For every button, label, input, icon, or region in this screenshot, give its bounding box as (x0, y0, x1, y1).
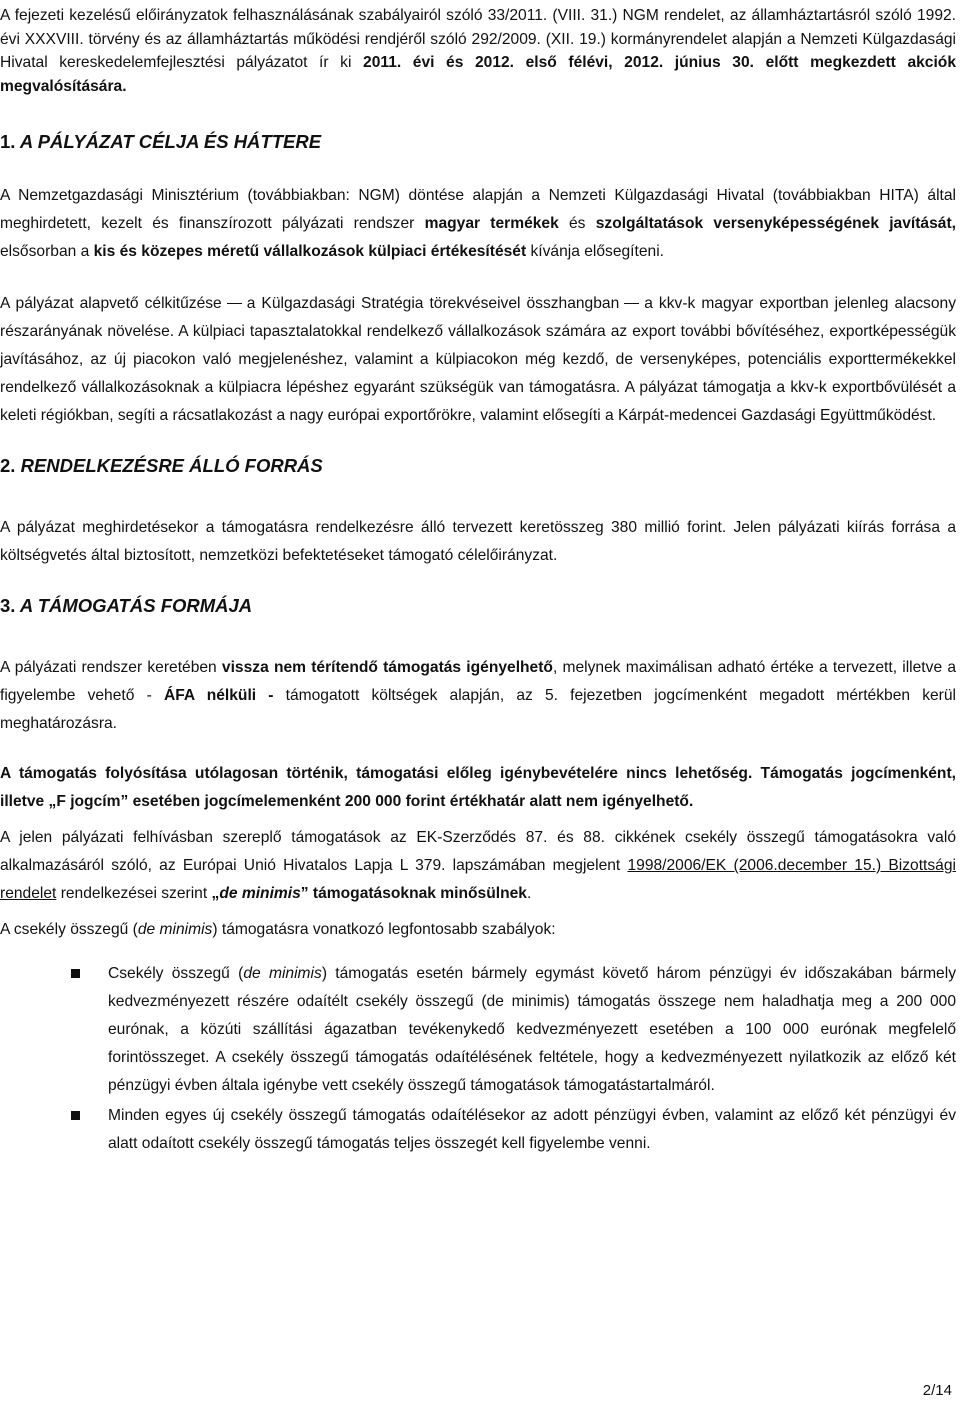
section-1-title: A PÁLYÁZAT CÉLJA ÉS HÁTTERE (19, 131, 322, 152)
intro-text: A fejezeti kezelésű előirányzatok felhasználásának szabályairól szóló 33/2011. (VIII. 31.) NGM rendelet, az államháztartásról szóló 1992. évi XXXVIII. törvény és az államháztartás működési rendjéről szóló 292/2009. (XII. 19.) kormányrendelet alapján a Nemzeti Külgazdasági Hivatal kereskedelemfejlesztési pályázatot ír ki (0, 7, 956, 71)
section-3-paragraph-4 (0, 916, 956, 944)
bold-run: kis és közepes méretű vállalkozások külpiaci értékesítését (93, 243, 527, 260)
square-bullet-icon (71, 1111, 80, 1120)
text-run: Csekély összegű ( (108, 965, 244, 982)
section-3-heading (0, 592, 956, 620)
italic-run: de minimis (243, 965, 322, 982)
section-3-paragraph-3 (0, 824, 956, 908)
dash-mark (227, 303, 242, 304)
text-run: A Nemzetgazdasági Minisztérium (továbbiakban: NGM) döntése alapján a Nemzeti Külgazdasági Hivatal (továbbiakban HITA) által meghirdetett, kezelt és finanszírozott pályázati rendszer (0, 187, 956, 232)
italic-run: de minimis (137, 921, 213, 938)
section-1-paragraph-1 (0, 182, 956, 266)
dash-mark (624, 303, 639, 304)
intro-paragraph (0, 4, 956, 98)
text-run: elsősorban a (0, 243, 94, 260)
rules-list (0, 960, 956, 1158)
text-run: A csekély összegű ( (0, 921, 138, 938)
text-run: A pályázat alapvető célkitűzése (0, 295, 222, 312)
section-2-paragraph-1: A pályázat meghirdetésekor a támogatásra rendelkezésre álló tervezett keretösszeg 380 millió forint. Jelen pályázati kiírás forrása a költségvetés által biztosított, nemzetközi befektetéseket támogató célelőirányzat. (0, 519, 956, 564)
bold-run: szolgáltatások versenyképességének javítását, (595, 215, 956, 232)
text-run: kívánja elősegíteni. (526, 243, 664, 260)
text-run: a Külgazdasági Stratégia törekvéseivel összhangban (246, 295, 620, 312)
bold-run: vissza nem térítendő támogatás igényelhető (221, 659, 553, 676)
bold-run: „ (211, 885, 220, 902)
text-run: Minden egyes új csekély összegű támogatás odaítélésekor az adott pénzügyi évben, valamint az előző két pénzügyi év alatt odaított csekély összegű támogatás teljes összegét kell figyelembe venni. (108, 1107, 956, 1152)
section-3-title: A TÁMOGATÁS FORMÁJA (19, 595, 253, 616)
intro-bold-text: 2011. évi és 2012. első félévi, 2012. június 30. előtt megkezdett akciók megvalósítására. (0, 54, 956, 95)
text-run: A jelen pályázati felhívásban szereplő támogatások az EK-Szerződés 87. és 88. cikkének csekély összegű támogatásokra való alkalmazásáról szóló, az Európai Unió Hivatalos Lapja L 379. lapszámában megjelent (0, 829, 956, 874)
list-item (0, 1102, 956, 1158)
section-2-number: 2. (0, 455, 16, 476)
section-3-number: 3. (0, 595, 16, 616)
text-run: . (526, 885, 532, 902)
document-body (0, 128, 956, 1160)
text-run: ) támogatás esetén bármely egymást követő három pénzügyi év időszakában bármely kedvezményezett részére odaítélt csekély összegű (de minimis) támogatás összege nem haladhatja meg a 200 000 eurónak, a közúti szállítási ágazatban tevékenykedő kedvezményezett esetében a 100 000 eurónak megfelelő forintösszeget. A csekély összegű támogatás odaítélésének feltétele, hogy a kedvezményezett nyilatkozik az előző két pénzügyi évben általa igénybe vett csekély összegű támogatások támogatástartalmáról. (108, 965, 956, 1094)
text-run: ) támogatásra vonatkozó legfontosabb szabályok: (212, 921, 556, 938)
text-run: A pályázati rendszer keretében (0, 659, 222, 676)
section-1-heading (0, 128, 956, 156)
text-run: , melynek maximálisan adható értéke a tervezett, illetve a figyelembe vehető - (0, 659, 956, 704)
text-run: és (558, 215, 596, 232)
bold-run: ” támogatásoknak minősülnek (300, 885, 527, 902)
bold-run: A támogatás folyósítása utólagosan történik, támogatási előleg igénybevételére nincs lehetőség. Támogatás jogcímenként, illetve „F jogcím” esetében jogcímelemenként 200 000 forint értékhatár alatt nem igényelhető. (0, 765, 956, 810)
bold-run: magyar termékek (424, 215, 559, 232)
section-1-paragraph-2 (0, 290, 956, 430)
list-item (0, 960, 956, 1100)
text-run: a kkv-k magyar exportban jelenleg alacsony részarányának növelése. A külpiaci tapasztalatokkal rendelkező vállalkozások számára az export további bővítéséhez, exportképességük javításához, az új piacokon való megjelenéshez, valamint a külpiacokon még kezdő, de versenyképes, potenciális exporttermékekkel rendelkező vállalkozásoknak a külpiacra lépéshez egyaránt szükségük van támogatásra. A pályázat támogatja a kkv-k exportbővülését a keleti régiókban, segíti a rácsatlakozást a nagy európai exportőrökre, valamint elősegíti a Kárpát-medencei Gazdasági Együttműködést. (0, 295, 956, 424)
section-2-heading (0, 452, 956, 480)
section-3-paragraph-2 (0, 760, 956, 816)
text-run: támogatott költségek alapján, az 5. fejezetben jogcímenként megadott mértékben kerül meghatározásra. (0, 687, 957, 732)
text-run: rendelkezései szerint (56, 885, 212, 902)
bold-italic-run: de minimis (219, 885, 301, 902)
page-number: 2/14 (922, 1382, 952, 1399)
underlined-run: 1998/2006/EK (2006.december 15.) Bizottsági rendelet (0, 857, 956, 902)
square-bullet-icon (71, 969, 80, 978)
bold-run: ÁFA nélküli - (163, 687, 274, 704)
section-2-title: RENDELKEZÉSRE ÁLLÓ FORRÁS (20, 455, 323, 476)
section-3-paragraph-1 (0, 654, 956, 738)
section-1-number: 1. (0, 131, 16, 152)
